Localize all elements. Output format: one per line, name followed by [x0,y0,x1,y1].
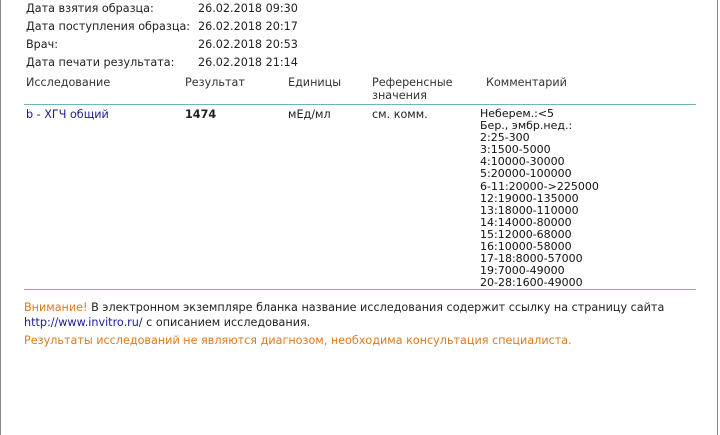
results-header [24,76,696,104]
header-result: Результат [185,76,245,89]
results-table [24,76,696,290]
table-row [24,105,696,289]
comment-line: 3:1500-5000 [480,143,551,157]
header-reference-line1: Референсные [372,76,453,89]
meta-value: 26.02.2018 20:53 [198,38,298,51]
comment-line: 2:25-300 [480,131,530,145]
header-units: Единицы [288,76,342,89]
notice-text-end: с описанием исследования. [142,316,311,329]
comment-line: 5:20000-100000 [480,167,572,181]
header-study: Исследование [26,76,111,89]
comment-line: 19:7000-49000 [480,264,565,278]
meta-value: 26.02.2018 21:14 [198,56,298,69]
meta-row-printed [26,54,446,72]
comment-line: 6-11:20000->225000 [480,179,599,193]
comment-line: 14:14000-80000 [480,215,572,229]
header-reference-line2: значения [372,89,427,102]
comment-line: 13:18000-110000 [480,203,579,217]
comment-line: 12:19000-135000 [480,191,579,205]
meta-label: Дата печати результата: [26,56,175,69]
comment-line: Бер., эмбр.нед.: [480,119,573,133]
units-value: мЕд/мл [288,108,331,121]
comment-block [480,108,599,289]
meta-row-sample-received [26,18,446,36]
invitro-link[interactable]: http://www.invitro.ru/ [24,316,143,329]
comment-line: 16:10000-58000 [480,240,572,254]
comment-line: Неберем.:<5 [480,107,555,120]
meta-value: 26.02.2018 20:17 [198,20,298,33]
sample-meta [26,0,446,72]
meta-row-sample-taken [26,0,446,18]
meta-value: 26.02.2018 09:30 [198,2,298,15]
reference-value: см. комм. [372,108,428,121]
warning-label: Внимание! [24,301,88,314]
comment-line: 20-28:1600-49000 [480,276,583,290]
notice [24,300,704,330]
comment-line: 17-18:8000-57000 [480,252,583,266]
notice-text: В электронном экземпляре бланка название исследования содержит ссылку на страницу сайта [87,301,665,314]
result-value: 1474 [185,108,217,121]
disclaimer: Результаты исследований не являются диагнозом, необходима консультация специалиста. [24,334,572,347]
comment-line: 15:12000-68000 [480,227,572,241]
header-comment: Комментарий [486,76,567,89]
meta-label: Врач: [26,38,59,51]
meta-label: Дата взятия образца: [26,2,154,15]
study-link[interactable]: b - ХГЧ общий [26,108,109,121]
header-reference [372,76,472,102]
meta-label: Дата поступления образца: [26,20,191,33]
comment-line: 4:10000-30000 [480,155,565,169]
meta-row-doctor [26,36,446,54]
